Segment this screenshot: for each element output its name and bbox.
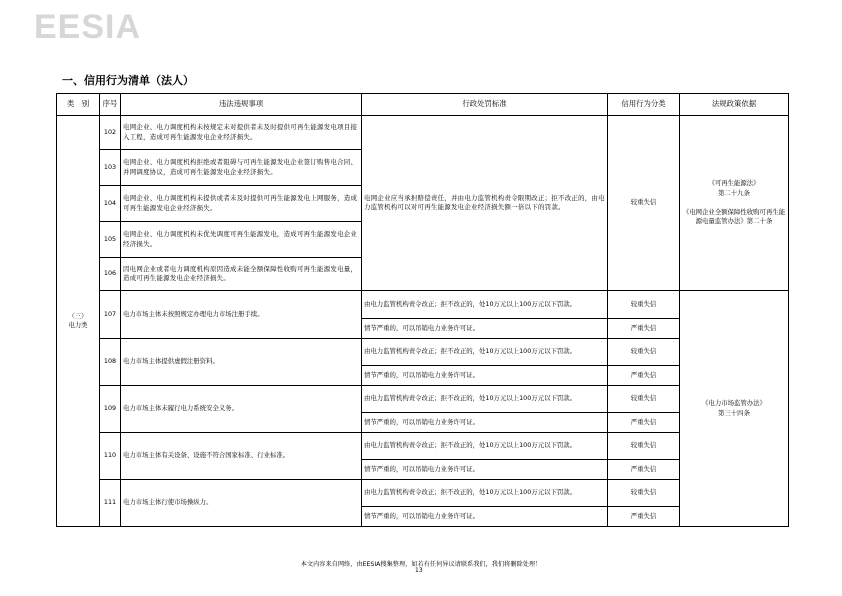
row-number: 103 xyxy=(100,150,121,186)
classification-text: 严重失信 xyxy=(608,507,680,527)
eesia-logo: EESIA xyxy=(34,8,142,46)
header-penalty: 行政处罚标准 xyxy=(362,94,608,116)
violation-text: 因电网企业或者电力调度机构原因造成未能全额保障性收购可再生能源发电量，造成可再生能源发电企业经济损失。 xyxy=(121,258,362,291)
classification-text: 严重失信 xyxy=(608,460,680,480)
penalty-text: 情节严重的，可以吊销电力业务许可证。 xyxy=(362,319,608,339)
header-violation: 违法违规事项 xyxy=(121,94,362,116)
violation-text: 电力市场主体未按照规定办理电力市场注册手续。 xyxy=(121,291,362,339)
penalty-text: 情节严重的，可以吊销电力业务许可证。 xyxy=(362,460,608,480)
penalty-text: 情节严重的，可以吊销电力业务许可证。 xyxy=(362,413,608,433)
classification-text: 较重失信 xyxy=(608,386,680,413)
basis-line1: 《可再生能源法》 xyxy=(708,179,760,188)
row-number: 105 xyxy=(100,222,121,258)
violation-text: 电力市场主体未履行电力系统安全义务。 xyxy=(121,386,362,433)
table-row xyxy=(57,116,789,150)
penalty-text: 由电力监管机构责令改正；拒不改正的，处10万元以上100万元以下罚款。 xyxy=(362,480,608,507)
table-row xyxy=(57,433,789,460)
table-header-row xyxy=(57,94,789,116)
classification-text: 较重失信 xyxy=(608,339,680,366)
penalty-text: 由电力监管机构责令改正；拒不改正的，处10万元以上100万元以下罚款。 xyxy=(362,339,608,366)
classification-text: 严重失信 xyxy=(608,319,680,339)
row-number: 108 xyxy=(100,339,121,386)
violation-text: 电网企业、电力调度机构未优先调度可再生能源发电，造成可再生能源发电企业经济损失。 xyxy=(121,222,362,258)
section-title: 一、信用行为清单（法人） xyxy=(62,74,194,87)
table-row xyxy=(57,386,789,413)
violation-text: 电力市场主体行使市场操纵力。 xyxy=(121,480,362,527)
classification-text: 较重失信 xyxy=(608,116,680,291)
page-number: 13 xyxy=(415,567,423,574)
table-row xyxy=(57,339,789,366)
row-number: 106 xyxy=(100,258,121,291)
category-cell xyxy=(57,116,100,527)
penalty-text: 情节严重的，可以吊销电力业务许可证。 xyxy=(362,507,608,527)
header-legal-basis: 法规政策依据 xyxy=(680,94,789,116)
row-number: 109 xyxy=(100,386,121,433)
category-label-line1: （三） xyxy=(68,311,88,320)
footer-notice: 本文内容来自网络，由EESIA搜集整理，如若有任何异议请联系我们，我们将删除处理！ xyxy=(300,561,542,568)
credit-behavior-table xyxy=(56,93,789,527)
header-category: 类 别 xyxy=(57,94,100,116)
row-number: 110 xyxy=(100,433,121,480)
classification-text: 较重失信 xyxy=(608,433,680,460)
penalty-text: 由电力监管机构责令改正；拒不改正的，处10万元以上100万元以下罚款。 xyxy=(362,386,608,413)
penalty-text: 电网企业应当承担赔偿责任，并由电力监管机构责令限期改正；拒不改正的，由电力监管机构可以对可再生能源发电企业经济损失额一倍以下的罚款。 xyxy=(362,116,608,291)
header-number: 序号 xyxy=(100,94,121,116)
table-row xyxy=(57,291,789,319)
category-label-line2: 电力类 xyxy=(68,321,88,329)
classification-text: 严重失信 xyxy=(608,366,680,386)
violation-text: 电网企业、电力调度机构未按规定未对提供者未及时提供可再生能源发电项目接入工程，造成可再生能源发电企业经济损失。 xyxy=(121,116,362,150)
header-classification: 信用行为分类 xyxy=(608,94,680,116)
penalty-text: 情节严重的，可以吊销电力业务许可证。 xyxy=(362,366,608,386)
basis-line1: 《电力市场监管办法》 xyxy=(702,399,766,408)
basis-line3: 《电网企业全额保障性收购可再生能源电量监管办法》第二十条 xyxy=(682,208,786,226)
row-number: 104 xyxy=(100,186,121,222)
violation-text: 电网企业、电力调度机构未提供或者未及时提供可再生能源发电上网服务，造成可再生能源发电企业经济损失。 xyxy=(121,186,362,222)
basis-line2: 第三十四条 xyxy=(718,408,750,417)
row-number: 102 xyxy=(100,116,121,150)
classification-text: 较重失信 xyxy=(608,480,680,507)
violation-text: 电网企业、电力调度机构拒绝或者阻碍与可再生能源发电企业签订购售电合同、并网调度协议，造成可再生能源发电企业经济损失。 xyxy=(121,150,362,186)
basis-line2: 第二十九条 xyxy=(718,188,750,197)
classification-text: 较重失信 xyxy=(608,291,680,319)
legal-basis-text xyxy=(680,291,789,527)
legal-basis-text xyxy=(680,116,789,291)
penalty-text: 由电力监管机构责令改正；拒不改正的，处10万元以上100万元以下罚款。 xyxy=(362,433,608,460)
violation-text: 电力市场主体有关设备、设施不符合国家标准、行业标准。 xyxy=(121,433,362,480)
row-number: 111 xyxy=(100,480,121,527)
table-row xyxy=(57,480,789,507)
row-number: 107 xyxy=(100,291,121,339)
violation-text: 电力市场主体提供虚假注册资料。 xyxy=(121,339,362,386)
classification-text: 严重失信 xyxy=(608,413,680,433)
penalty-text: 由电力监管机构责令改正；拒不改正的，处10万元以上100万元以下罚款。 xyxy=(362,291,608,319)
